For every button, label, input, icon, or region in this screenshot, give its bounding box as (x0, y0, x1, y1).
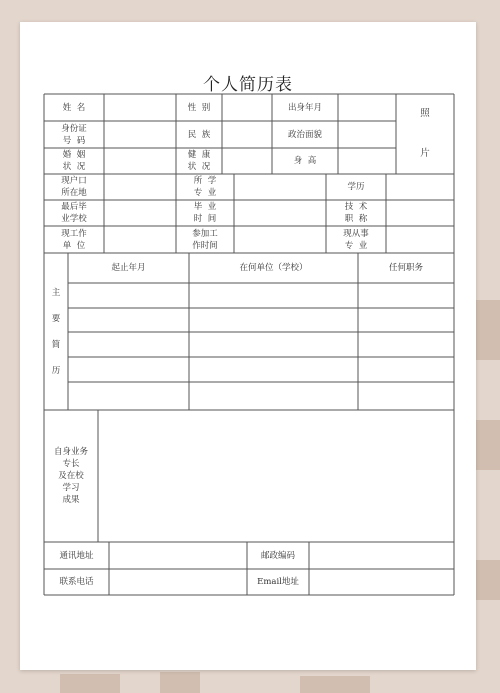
resume-form-paper (20, 22, 476, 670)
label-main-history: 主 要 简 历 (51, 287, 61, 376)
major-field[interactable] (234, 174, 326, 200)
label-ethnicity: 民 族 (187, 129, 211, 140)
phone-field[interactable] (109, 569, 247, 595)
school-field[interactable] (104, 200, 176, 226)
label-tech-title: 技 术 职 称 (344, 202, 368, 224)
height-field[interactable] (338, 148, 396, 174)
label-postcode: 邮政编码 (260, 550, 295, 561)
photo-box[interactable]: 照 片 (420, 108, 430, 159)
work-start-field[interactable] (234, 226, 326, 253)
label-hukou: 现户口 所在地 (61, 176, 87, 198)
health-field[interactable] (222, 148, 272, 174)
background-stripe (160, 672, 200, 693)
address-field[interactable] (109, 542, 247, 569)
birth-field[interactable] (338, 94, 396, 121)
name-field[interactable] (104, 94, 176, 121)
column-header-position: 任何职务 (388, 263, 423, 273)
label-graduation: 毕 业 时 间 (193, 202, 217, 224)
gender-field[interactable] (222, 94, 272, 121)
label-major: 所 学 专 业 (193, 176, 217, 198)
label-phone: 联系电话 (59, 577, 94, 587)
label-work-start: 参加工 作时间 (192, 228, 218, 251)
label-skills: 自身业务 专长 及在校 学习 成果 (53, 447, 88, 505)
background-stripe (476, 300, 500, 360)
label-gender: 性 别 (187, 102, 211, 113)
label-school: 最后毕 业学校 (61, 202, 87, 224)
label-address: 通讯地址 (59, 550, 94, 561)
hukou-field[interactable] (104, 174, 176, 200)
email-field[interactable] (309, 569, 454, 595)
label-email: Email地址 (257, 577, 299, 587)
current-profession-field[interactable] (386, 226, 454, 253)
label-education: 学历 (347, 182, 365, 192)
label-name: 姓 名 (62, 102, 86, 113)
ethnicity-field[interactable] (222, 121, 272, 148)
label-marital: 婚 姻 状 况 (62, 150, 86, 172)
tech-title-field[interactable] (386, 200, 454, 226)
label-health: 健 康 状 况 (187, 150, 211, 172)
background-stripe (476, 420, 500, 470)
background-stripe (300, 676, 370, 693)
form-title: 个人简历表 (203, 75, 293, 95)
current-employer-field[interactable] (104, 226, 176, 253)
label-current-employer: 现工作 单 位 (61, 228, 87, 251)
marital-field[interactable] (104, 148, 176, 174)
background-stripe (476, 560, 500, 600)
label-current-profession: 现从事 专 业 (343, 228, 369, 251)
column-header-period: 起止年月 (111, 263, 146, 273)
education-field[interactable] (386, 174, 454, 200)
id-number-field[interactable] (104, 121, 176, 148)
label-height: 身 高 (293, 156, 317, 166)
history-table-body[interactable] (68, 283, 454, 410)
column-header-unit: 在何单位（学校） (239, 263, 308, 273)
label-political: 政治面貌 (287, 129, 322, 140)
background-stripe (60, 674, 120, 693)
skills-field[interactable] (98, 410, 454, 542)
label-birth: 出身年月 (287, 102, 322, 113)
postcode-field[interactable] (309, 542, 454, 569)
label-id-number: 身份证 号 码 (61, 123, 87, 146)
political-field[interactable] (338, 121, 396, 148)
graduation-field[interactable] (234, 200, 326, 226)
